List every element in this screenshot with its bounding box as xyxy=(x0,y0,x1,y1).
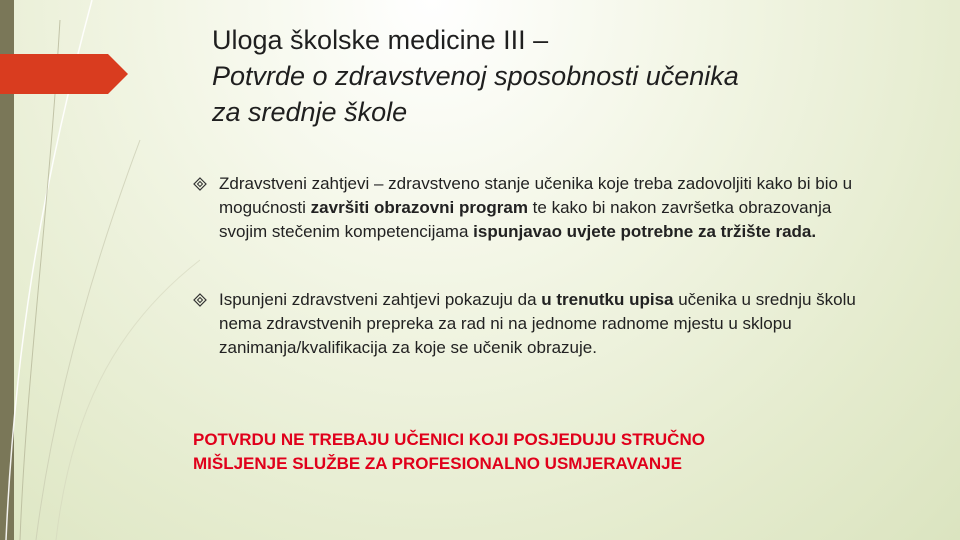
bullet-2-part-3: učenika u srednju školu nema zdravstvenih prepreka za rad ni na jednome radnome mjestu u sklopu zanimanja/kvalifikacija za koje se učenik obrazuje. xyxy=(219,290,856,357)
bullet-item-health-requirements xyxy=(193,172,883,244)
diamond-bullet-icon xyxy=(193,293,207,307)
bullet-1-part-1: Zdravstveni zahtjevi xyxy=(219,174,370,193)
bullet-1-part-2: – zdravstveno stanje učenika koje treba zadovoljiti kako bi bio u mogućnosti xyxy=(219,174,853,217)
bullet-2-part-1: Ispunjeni zdravstveni zahtjevi pokazuju da xyxy=(219,290,542,309)
bullet-1-part-4: te kako bi nakon završetka obrazovanja svojim stečenim kompetencijama xyxy=(219,198,832,241)
bullet-2-text xyxy=(219,290,856,357)
diamond-bullet-icon xyxy=(193,177,207,191)
title-line-2: Potvrde o zdravstvenoj sposobnosti učenika xyxy=(212,61,739,91)
bullet-1-part-3: završiti obrazovni program xyxy=(310,198,528,217)
bullet-list xyxy=(193,172,883,360)
title-accent-arrow xyxy=(0,54,128,94)
bullet-2-part-2: u trenutku upisa xyxy=(541,290,674,309)
slide-title xyxy=(212,22,912,130)
bullet-1-text xyxy=(219,174,852,241)
notice-line-1: POTVRDU NE TREBAJU UČENICI KOJI POSJEDUJU STRUČNO xyxy=(193,430,705,449)
notice-line-2: MIŠLJENJE SLUŽBE ZA PROFESIONALNO USMJERAVANJE xyxy=(193,454,682,473)
bullet-item-fulfilled-requirements xyxy=(193,288,883,360)
red-notice xyxy=(193,428,893,476)
bullet-1-part-5: ispunjavao uvjete potrebne za tržište rada. xyxy=(473,222,817,241)
title-line-3: za srednje škole xyxy=(212,97,408,127)
title-line-1: Uloga školske medicine III – xyxy=(212,25,549,55)
